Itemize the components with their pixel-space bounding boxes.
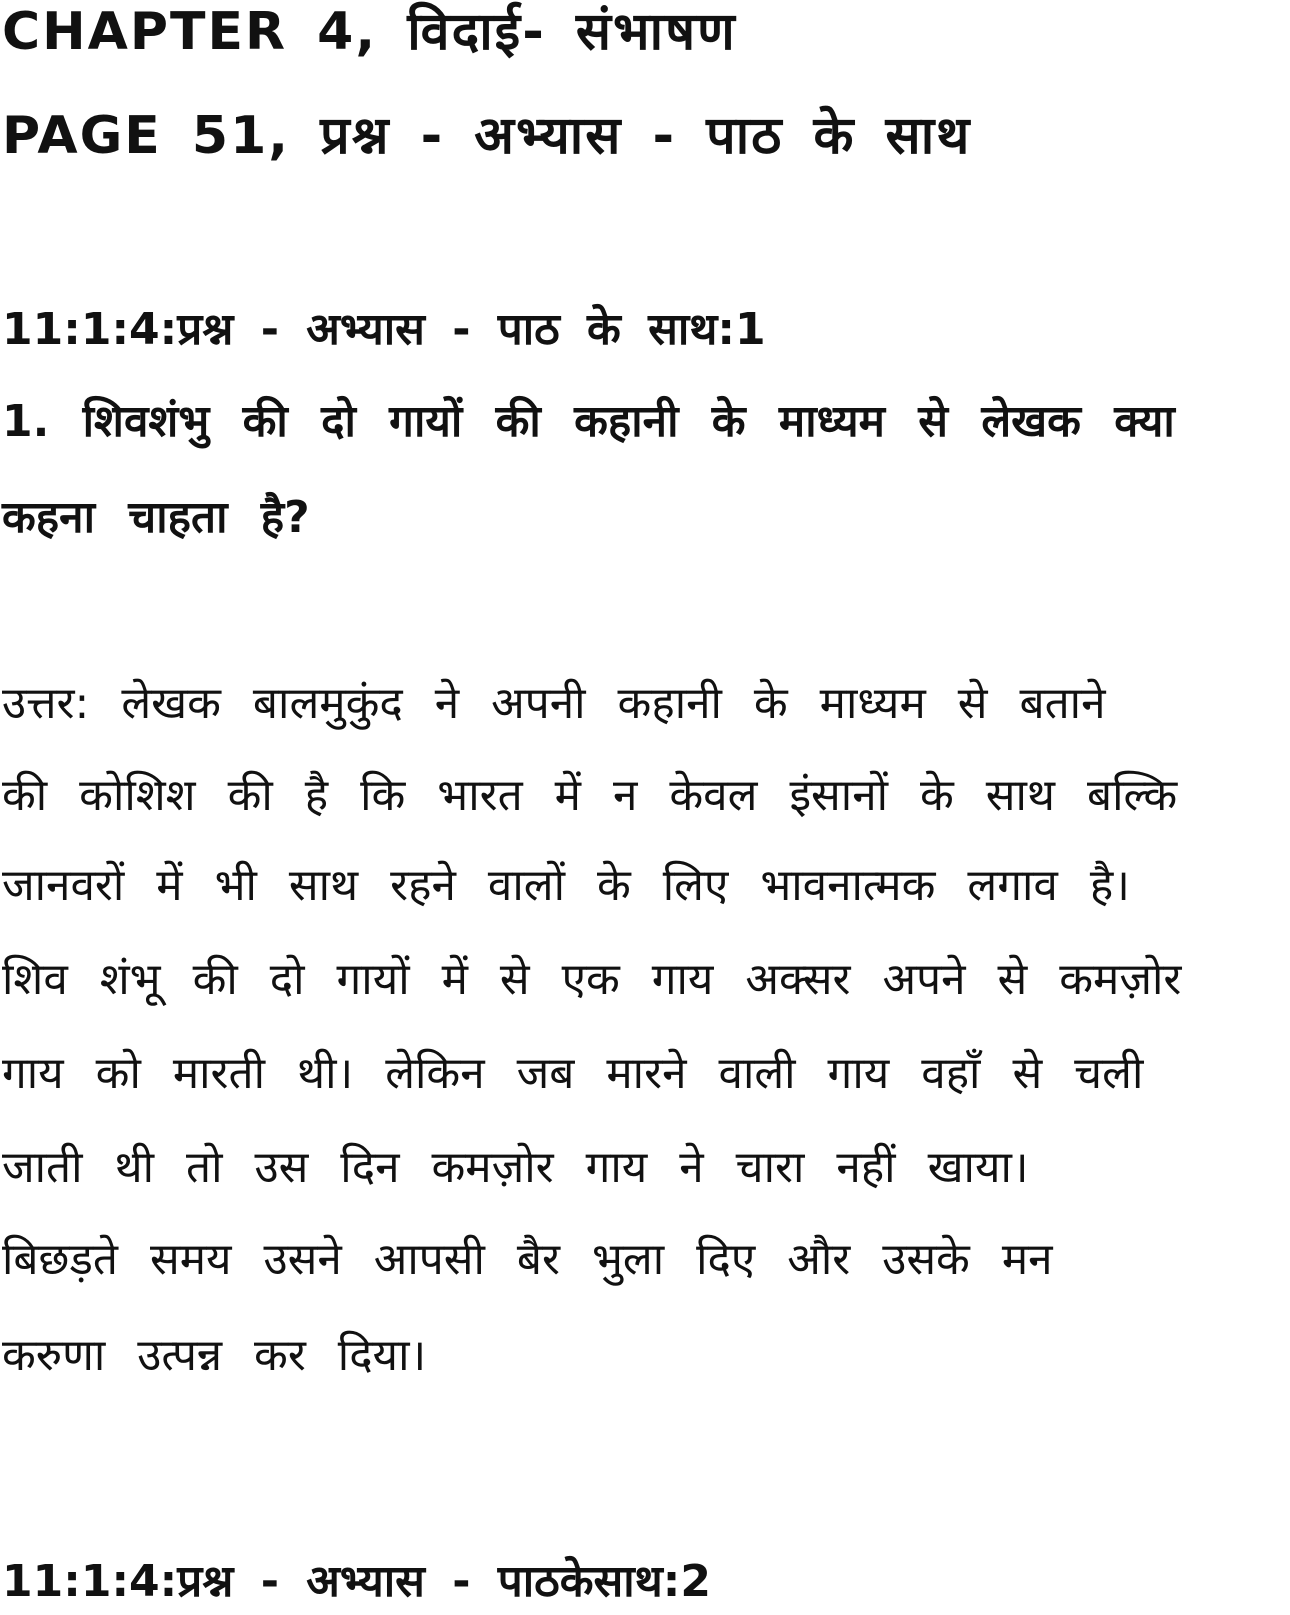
answer-1-line: शिव शंभू की दो गायों में से एक गाय अक्सर अपने से कमज़ोर	[2, 954, 1182, 1005]
answer-1-line: जानवरों में भी साथ रहने वालों के लिए भावनात्मक लगाव है।	[2, 860, 1130, 911]
answer-1-line: की कोशिश की है कि भारत में न केवल इंसानों के साथ बल्कि	[2, 770, 1178, 821]
question-1-text-line: कहना चाहता है?	[2, 492, 310, 543]
question-1-text-line: 1. शिवशंभु की दो गायों की कहानी के माध्यम से लेखक क्या	[2, 396, 1175, 447]
answer-1-line: उत्तर: लेखक बालमुकुंद ने अपनी कहानी के माध्यम से बताने	[2, 678, 1106, 729]
answer-1-line: बिछड़ते समय उसने आपसी बैर भुला दिए और उसके मन	[2, 1234, 1053, 1285]
chapter-title: CHAPTER 4, विदाई- संभाषण	[2, 2, 737, 62]
question-1-heading: 11:1:4:प्रश्न - अभ्यास - पाठ के साथ:1	[2, 304, 766, 355]
answer-1-line: करुणा उत्पन्न कर दिया।	[2, 1330, 427, 1381]
page-title: PAGE 51, प्रश्न - अभ्यास - पाठ के साथ	[2, 106, 972, 166]
question-2-heading: 11:1:4:प्रश्न - अभ्यास - पाठकेसाथ:2	[2, 1556, 711, 1607]
answer-1-line: गाय को मारती थी। लेकिन जब मारने वाली गाय वहाँ से चली	[2, 1048, 1144, 1099]
answer-1-line: जाती थी तो उस दिन कमज़ोर गाय ने चारा नहीं खाया।	[2, 1142, 1029, 1193]
